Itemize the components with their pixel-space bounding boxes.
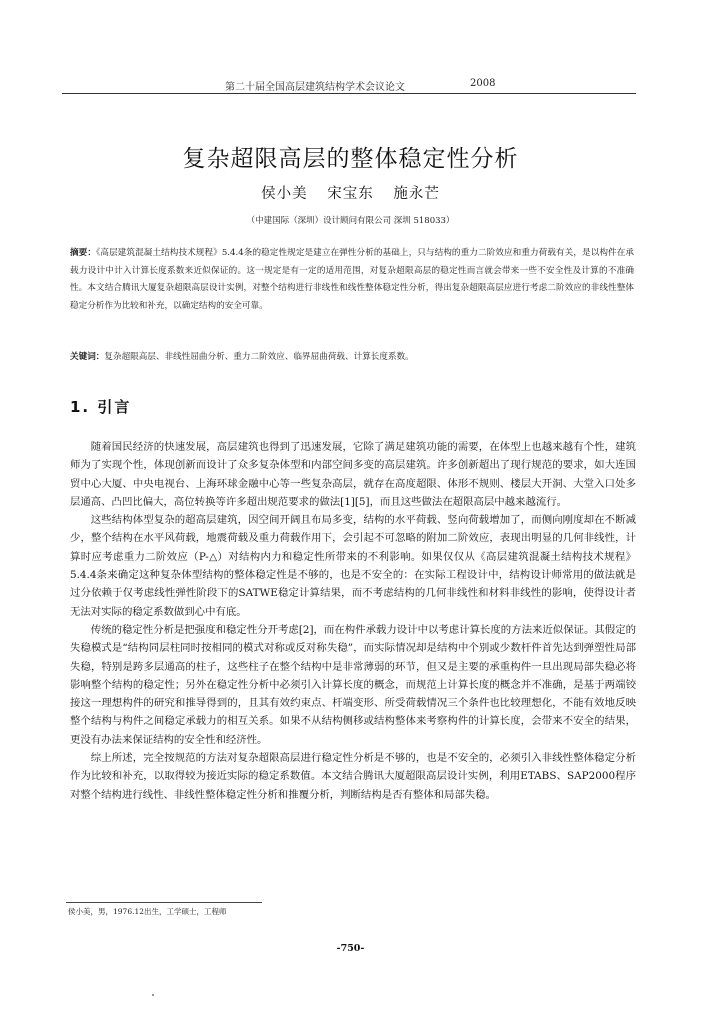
paragraph: 这些结构体型复杂的超高层建筑，因空间开阔且布局多变，结构的水平荷载、竖向荷载增加了，而侧向刚度却在不断减少，整个结构在水平风荷载，地震荷载及重力荷载作用下，会引起不可忽略的附加二阶效应，表现出明显的几何非线性，计算时应考虑重力二阶效应（P-△）对结构内力和稳定性所带来的不利影响。如果仅仅从《高层建筑混凝土结构技术规程》5.4.4条来确定这种复杂体型结构的整体稳定性是不够的，也是不安全的：在实际工程设计中，结构设计师常用的做法就是过分依赖于仅考虑线性弹性阶段下的SATWE稳定计算结果，而不考虑结构的几何非线性和材料非线性的影响，使得设计者无法对实际的稳定系数做到心中有底。 <box>70 514 636 618</box>
keywords <box>70 350 634 364</box>
paper-title: 复杂超限高层的整体稳定性分析 <box>182 146 519 172</box>
paragraph: 综上所述，完全按规范的方法对复杂超限高层进行稳定性分析是不够的，也是不安全的，必须引入非线性整体稳定分析作为比较和补充，以取得较为接近实际的稳定系数值。本文结合腾讯大厦超限高层设计实例，利用ETABS、SAP2000程序对整个结构进行线性、非线性整体稳定性分析和推覆分析，判断结构是否有整体和局部失稳。 <box>70 752 636 801</box>
paragraph: 随着国民经济的快速发展，高层建筑也得到了迅速发展，它除了满足建筑功能的需要，在体型上也越来越有个性，建筑师为了实现个性，体现创新而设计了众多复杂体型和内部空间多变的高层建筑。许多创新超出了现行规范的要求，如大连国贸中心大厦、中央电视台、上海环球金融中心等一些复杂高层，就存在高度超限、体形不规则、楼层大开洞、大堂入口处多层通高、凸凹比偏大，高位转换等许多超出规范要求的做法[1][5]，而且这些做法在超限高层中越来越流行。 <box>70 441 636 508</box>
page-number: -750- <box>336 943 365 954</box>
body-text <box>70 438 636 804</box>
author-affiliation: （中建国际（深圳）设计顾问有限公司 深圳 518033） <box>246 216 455 226</box>
abstract <box>70 245 634 315</box>
author-list: 侯小美 宋宝东 施永芒 <box>261 186 440 202</box>
abstract-text: 《高层建筑混凝土结构技术规程》5.4.4条的稳定性规定是建立在弹性分析的基础上，只与结构的重力二阶效应和重力荷载有关，是以构件在承载力设计中计入计算长度系数来近似保证的。这一规定是有一定的适用范围，对复杂超限高层的稳定性而言就会带来一些不安全性及计算的不准确性。本文结合腾讯大厦复杂超限高层设计实例，对整个结构进行非线性和线性整体稳定性分析，得出复杂超限高层应进行考虑二阶效应的非线性整体稳定分析作为比较和补充，以确定结构的安全可靠。 <box>70 248 634 311</box>
keywords-label: 关键词： <box>70 352 105 362</box>
conference-year: 2008 <box>470 78 496 89</box>
header-divider <box>62 93 636 94</box>
abstract-label: 摘要： <box>70 248 97 258</box>
conference-name: 第二十届全国高层建筑结构学术会议论文 <box>225 82 405 93</box>
author-footnote: 侯小美，男，1976.12出生，工学硕士，工程师 <box>68 907 227 916</box>
scan-speck <box>152 994 154 996</box>
paragraph: 传统的稳定性分析是把强度和稳定性分开考虑[2]，而在构件承载力设计中以考虑计算长度的方法来近似保证。其假定的失稳模式是“结构同层柱同时按相同的模式对称或反对称失稳”，而实际情况却是结构中个别或少数杆件首先达到弹塑性局部失稳，特别是跨多层通高的柱子，这些柱子在整个结构中是非常薄弱的环节，但又是主要的承重构件一旦出现局部失稳必将影响整个结构的稳定性；另外在稳定性分析中必须引入计算长度的概念，而规范上计算长度的概念并不准确，是基于两端铰接这一理想构件的研究和推导得到的，且其有效约束点、杆端变形、所受荷载情况三个条件也比较理想化，不能有效地反映整个结构与构件之间稳定承载力的相互关系。如果不从结构侧移或结构整体来考察构件的计算长度，会带来不安全的结果，更没有办法来保证结构的安全性和经济性。 <box>70 623 636 746</box>
keywords-text: 复杂超限高层、非线性屈曲分析、重力二阶效应、临界屈曲荷载、计算长度系数。 <box>104 352 414 362</box>
footnote-divider <box>66 902 262 903</box>
section-heading <box>70 396 131 417</box>
section-number: 1. <box>70 398 91 416</box>
section-title: 引言 <box>97 398 132 416</box>
